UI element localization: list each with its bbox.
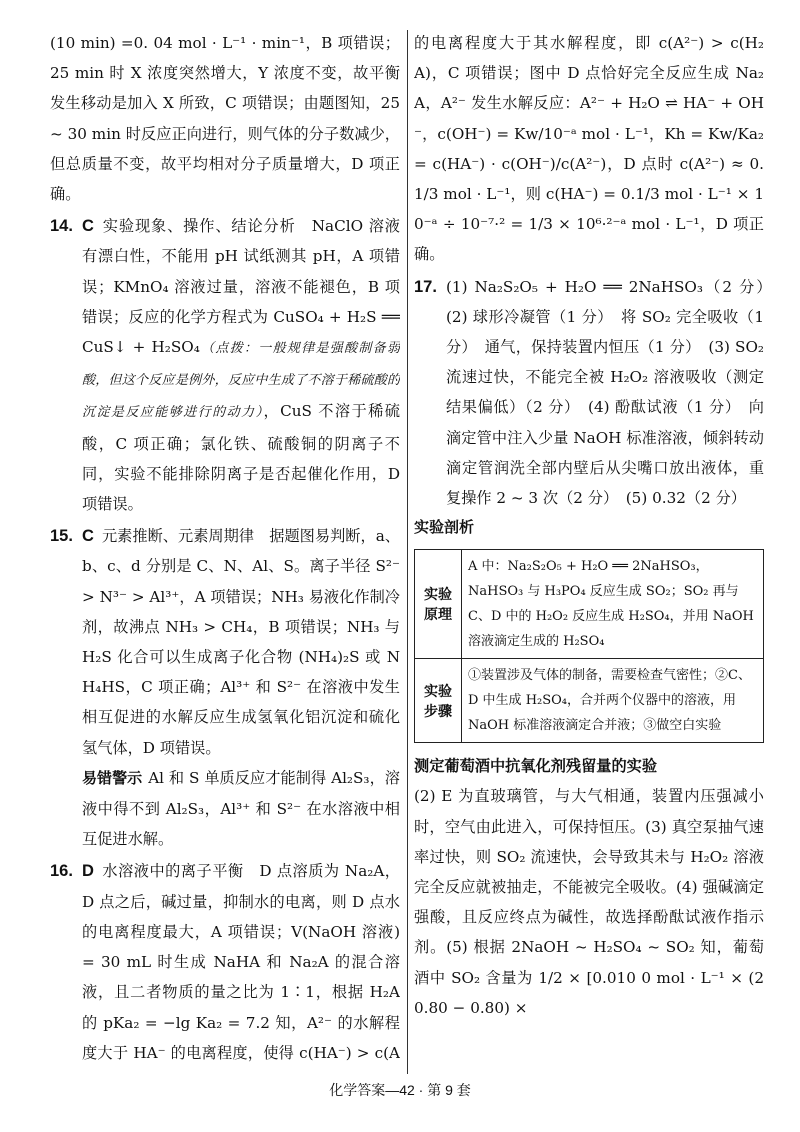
answer-letter: D: [82, 862, 94, 881]
steps-label: 实验步骤: [415, 659, 462, 743]
explanation-text: 实验现象、操作、结论分析 NaClO 溶液有漂白性，不能用 pH 试纸测其 pH，A 项错误；KMnO₄ 溶液过量，溶液不能褪色，B 项错误；反应的化学方程式为 CuSO₄ + H₂S ══ CuS↓ + H₂SO₄: [82, 217, 400, 357]
question-15: [50, 521, 400, 854]
explanation-text: 元素推断、元素周期律 据题图易判断，a、b、c、d 分别是 C、N、Al、S。离子半径 S²⁻ > N³⁻ > Al³⁺，A 项错误；NH₃ 易液化作制冷剂，故沸点 NH₃ > CH₄，B 项错误；NH₃ 与 H₂S 化合可以生成离子化合物 (NH₄)₂S 或 NH₄HS，C 项正确；Al³⁺ 和 S²⁻ 在溶液中发生相互促进的水解反应生成氢氧化铝沉淀和硫化氢气体，D 项错误。: [82, 527, 400, 757]
warning-text: Al 和 S 单质反应才能制得 Al₂S₃，溶液中得不到 Al₂S₃，Al³⁺ 和 S²⁻ 在水溶液中相互促进水解。: [82, 768, 400, 849]
common-mistake-warning: [50, 763, 400, 855]
intro-paragraph: (10 min) =0. 04 mol · L⁻¹ · min⁻¹，B 项错误；25 min 时 X 浓度突然增大，Y 浓度不变，故平衡发生移动是加入 X 所致，C 项错误；由题图知，25 ~ 30 min 时反应正向进行，则气体的分子数减少，但总质量不变，故平均相对分子质量增大，D 项正确。: [50, 34, 400, 204]
answer-text: (1) Na₂S₂O₅ + H₂O ══ 2NaHSO₃（2 分） (2) 球形冷凝管（1 分） 将 SO₂ 完全吸收（1 分） 通气，保持装置内恒压（1 分） (3) SO₂ 流速过快，不能完全被 H₂O₂ 溶液吸收（测定结果偏低）（2 分） (4) 酚酞试液（1 分） 向滴定管中注入少量 NaOH 标准溶液，倾斜转动滴定管润洗全部内壁后从尖嘴口放出液体，重复操作 2 ~ 3 次（2 分） (5) 0.32（2 分）: [446, 277, 764, 508]
table-row: [415, 659, 764, 743]
right-column: [414, 28, 764, 1062]
column-divider: [407, 30, 408, 1074]
steps-text: ①装置涉及气体的制备，需要检查气密性；②C、D 中生成 H₂SO₄，合并两个仪器中的溶液，用 NaOH 标准溶液滴定合并液；③做空白实验: [462, 659, 764, 743]
answer-letter: C: [82, 527, 94, 546]
question-number: 17.: [414, 277, 437, 296]
table-row: [415, 550, 764, 659]
question-16-continued: 的电离程度大于其水解程度，即 c(A²⁻) > c(H₂A)，C 项错误；图中 D 点恰好完全反应生成 Na₂A，A²⁻ 发生水解反应：A²⁻ + H₂O ⇌ HA⁻ + OH⁻，c(OH⁻) = Kw/10⁻ᵃ mol · L⁻¹，Kh = Kw/Ka₂ = c(HA⁻) · c(OH⁻)/c(A²⁻)，D 点时 c(A²⁻) ≈ 0.1/3 mol · L⁻¹，则 c(HA⁻) = 0.1/3 mol · L⁻¹ × 10⁻ᵃ ÷ 10⁻⁷·² = 1/3 × 10⁶·²⁻ᵃ mol · L⁻¹，D 项正确。: [414, 34, 764, 264]
answer-letter: C: [82, 217, 94, 236]
explanation-text: 水溶液中的离子平衡 D 点溶质为 Na₂A，D 点之后，碱过量，抑制水的电离，则 D 点水的电离程度最大，A 项错误；V(NaOH 溶液) = 30 mL 时生成 NaHA 和 Na₂A 的混合溶液，且二者物质的量之比为 1∶1，根据 H₂A 的 pKa₂ = −lg Ka₂ = 7.2 知，A²⁻ 的水解程度大于 HA⁻ 的电离程度，使得 c(HA⁻) > c(A: [82, 862, 400, 1062]
question-number: 15.: [50, 527, 73, 546]
question-14: [50, 211, 400, 519]
experiment-explanation: (2) E 为直玻璃管，与大气相通，装置内压强减小时，空气由此进入，可保持恒压。(3) 真空泵抽气速率过快，则 SO₂ 流速快，会导致其未与 H₂O₂ 溶液完全反应就被抽走，不能被完全吸收。(4) 强碱滴定强酸，且反应终点为碱性，故选择酚酞试液作指示剂。(5) 根据 2NaOH ~ H₂SO₄ ~ SO₂ 知，葡萄酒中 SO₂ 含量为 1/2 × [0.010 0 mol · L⁻¹ × (20.80 − 0.80) ×: [414, 787, 764, 1017]
experiment-analysis-table: [414, 549, 764, 743]
analysis-heading: 实验剖析: [414, 519, 475, 537]
principle-label: 实验原理: [415, 550, 462, 659]
question-number: 16.: [50, 862, 73, 881]
page-footer: 化学答案—42 · 第 9 套: [329, 1082, 471, 1098]
explanation-text-continued: ，CuS 不溶于稀硫酸，C 项正确；氯化铁、硫酸铜的阴离子不同，实验不能排除阴离子是否起催化作用，D 项错误。: [82, 402, 400, 514]
warning-title: 易错警示: [82, 769, 143, 787]
principle-text: A 中：Na₂S₂O₅ + H₂O ══ 2NaHSO₃，NaHSO₃ 与 H₃PO₄ 反应生成 SO₂；SO₂ 再与 C、D 中的 H₂O₂ 反应生成 H₂SO₄，并用 NaOH 溶液滴定生成的 H₂SO₄: [462, 550, 764, 659]
experiment-title: 测定葡萄酒中抗氧化剂残留量的实验: [414, 757, 657, 776]
question-16: [50, 856, 400, 1062]
question-17: [414, 272, 764, 514]
question-number: 14.: [50, 217, 73, 236]
tip-note: （点拨：一般规律是强酸制备弱酸，但这个反应是例外，反应中生成了不溶于稀硫酸的沉淀是反应能够进行的动力）: [82, 341, 400, 421]
left-column: [50, 28, 400, 1062]
